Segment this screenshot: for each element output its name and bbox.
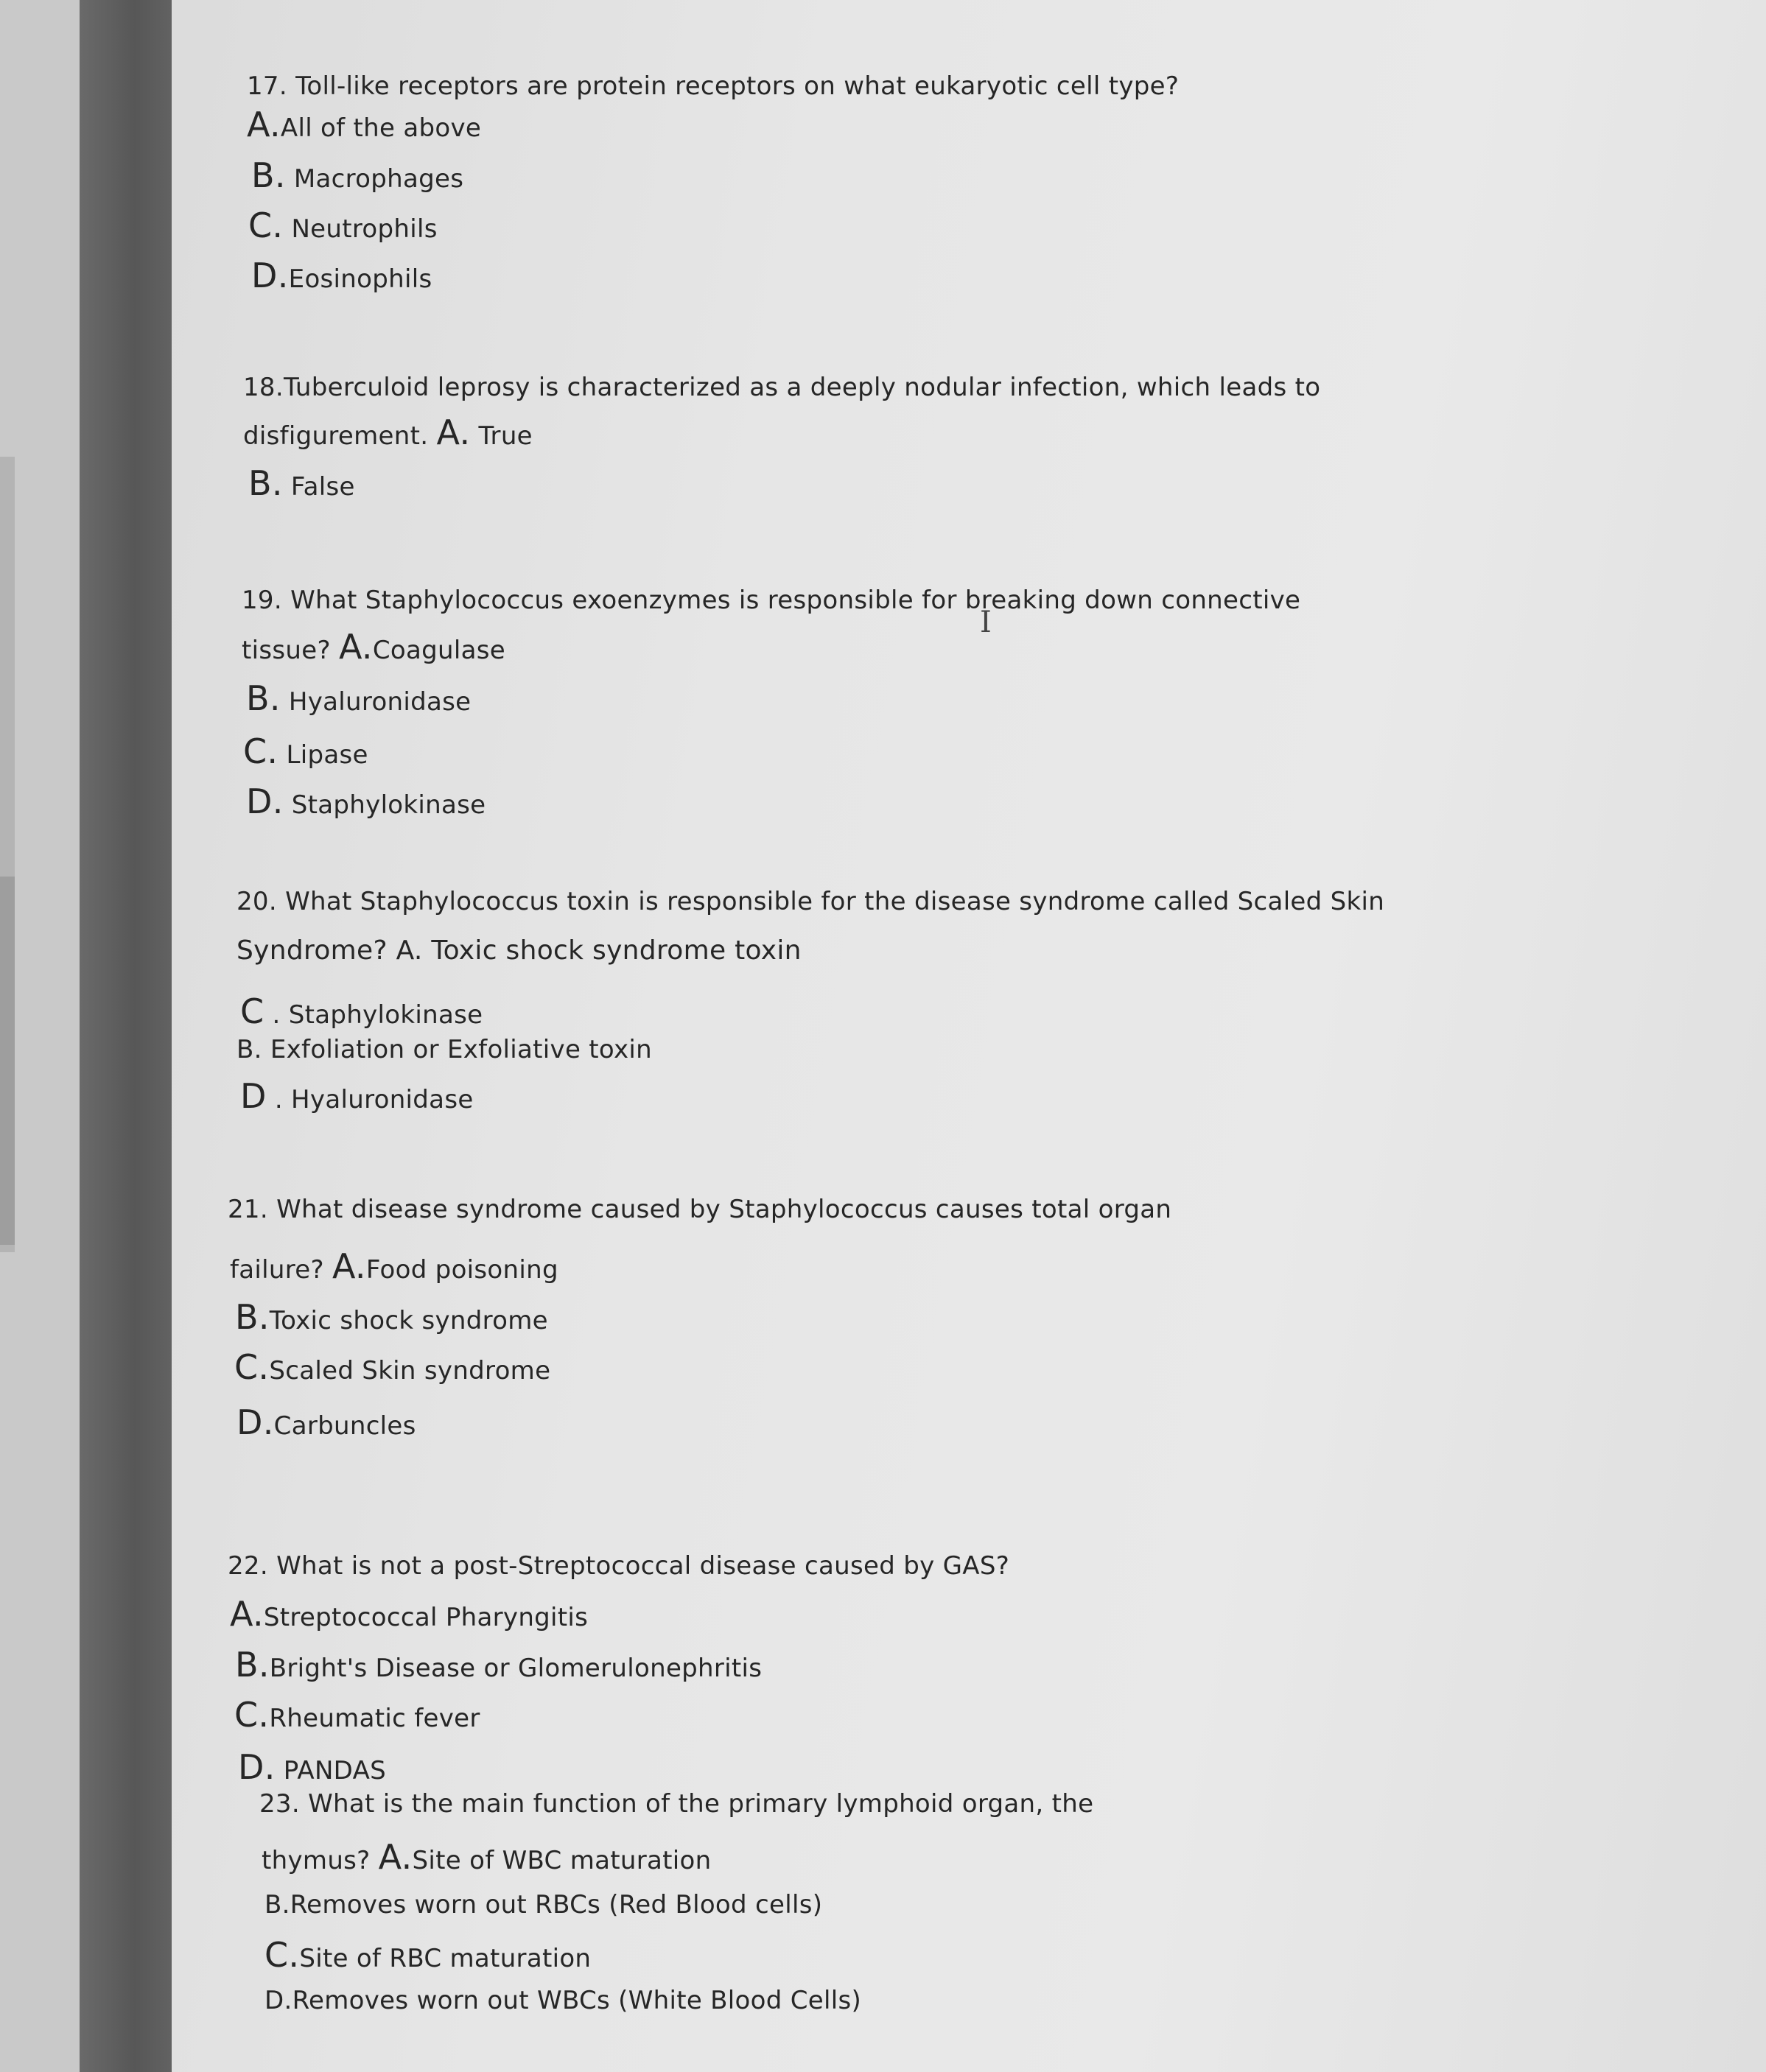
option-text: PANDAS (275, 1756, 387, 1785)
option-letter: C. (243, 731, 278, 771)
option-letter: A. (332, 1246, 366, 1286)
option-letter: D. (238, 1747, 276, 1787)
option-letter: C. (264, 1935, 300, 1975)
text-cursor-icon: I (980, 605, 992, 639)
question-text: disfigurement. (243, 421, 437, 451)
option-22b[interactable] (235, 1645, 763, 1685)
option-text: All of the above (280, 113, 482, 143)
question-20: 20. What Staphylococcus toxin is responsible for the disease syndrome called Scaled Skin (236, 887, 1385, 916)
option-letter: A. (378, 1837, 413, 1877)
question-21: 21. What disease syndrome caused by Staphylococcus causes total organ (228, 1195, 1172, 1224)
option-text: Eosinophils (288, 264, 432, 294)
option-18a[interactable] (436, 412, 533, 452)
question-19: 19. What Staphylococcus exoenzymes is responsible for breaking down connective (242, 586, 1301, 615)
option-letter: C (240, 991, 264, 1031)
option-letter: A. (436, 412, 471, 452)
left-margin (0, 0, 80, 2072)
option-21b[interactable] (235, 1297, 548, 1337)
question-text: failure? (230, 1255, 332, 1285)
option-text: Rheumatic fever (269, 1704, 480, 1733)
window-frame-bar (80, 0, 172, 2072)
question-20-cont: Syndrome? A. Toxic shock syndrome toxin (236, 935, 802, 966)
option-19c[interactable] (243, 731, 368, 771)
option-text: Bright's Disease or Glomerulonephritis (269, 1654, 763, 1683)
option-text: Macrophages (285, 164, 464, 194)
option-text: . Staphylokinase (264, 1000, 483, 1030)
option-19b[interactable] (246, 678, 472, 718)
question-text: tissue? (242, 636, 339, 665)
question-19-cont (242, 627, 505, 667)
option-letter: C. (234, 1695, 270, 1735)
option-text: Lipase (278, 740, 368, 770)
option-letter: C. (248, 206, 284, 245)
option-letter: A. (230, 1594, 264, 1634)
option-text: Neutrophils (283, 214, 438, 244)
option-19d[interactable] (246, 784, 486, 820)
option-letter: B. (235, 1297, 270, 1337)
question-23: 23. What is the main function of the primary lymphoid organ, the (259, 1789, 1094, 1819)
option-text: . Hyaluronidase (266, 1085, 474, 1114)
option-23b[interactable]: B.Removes worn out RBCs (Red Blood cells) (264, 1890, 823, 1920)
option-17a[interactable] (247, 105, 482, 144)
option-letter: D. (236, 1402, 274, 1442)
option-letter: B. (246, 678, 281, 718)
option-letter: D. (251, 256, 289, 295)
option-20d[interactable] (240, 1076, 474, 1116)
option-19a[interactable] (338, 627, 505, 667)
question-18-cont (243, 412, 533, 452)
option-letter: D. (246, 782, 284, 821)
question-17: 17. Toll-like receptors are protein receptors on what eukaryotic cell type? (247, 71, 1180, 101)
option-text: Site of RBC maturation (299, 1944, 592, 1973)
option-letter: A. (338, 627, 373, 667)
option-17b[interactable] (251, 155, 464, 195)
option-18b[interactable] (248, 463, 355, 503)
option-text: Hyaluronidase (280, 687, 472, 717)
option-text: Scaled Skin syndrome (269, 1356, 551, 1386)
option-21c[interactable] (234, 1347, 551, 1387)
option-22c[interactable] (234, 1695, 480, 1735)
option-text: True (470, 421, 533, 451)
option-text: Coagulase (372, 636, 505, 665)
question-23-cont (262, 1837, 712, 1877)
option-letter: D (240, 1076, 267, 1116)
option-23c[interactable] (264, 1935, 592, 1975)
option-22d[interactable] (238, 1747, 387, 1787)
option-letter: B. (235, 1645, 270, 1685)
option-20c[interactable] (240, 991, 483, 1031)
option-text: Toxic shock syndrome (269, 1306, 548, 1335)
scrollbar-thumb[interactable] (0, 877, 15, 1245)
option-letter: C. (234, 1347, 270, 1387)
option-21a[interactable] (332, 1246, 558, 1286)
option-letter: B. (248, 463, 283, 503)
option-21d[interactable] (236, 1402, 416, 1442)
option-23d[interactable]: D.Removes worn out WBCs (White Blood Cells) (264, 1986, 862, 2015)
option-text: Staphylokinase (283, 790, 486, 820)
option-20b[interactable]: B. Exfoliation or Exfoliative toxin (236, 1035, 652, 1064)
question-text: thymus? (262, 1846, 379, 1875)
option-text: Carbuncles (273, 1411, 416, 1441)
option-22a[interactable] (230, 1594, 589, 1634)
option-23a[interactable] (378, 1837, 712, 1877)
option-letter: B. (251, 155, 286, 195)
option-text: False (282, 472, 355, 502)
option-17c[interactable] (248, 208, 438, 244)
option-text: Streptococcal Pharyngitis (263, 1603, 589, 1632)
question-22: 22. What is not a post-Streptococcal disease caused by GAS? (228, 1551, 1010, 1581)
option-letter: A. (247, 105, 281, 144)
question-18: 18.Tuberculoid leprosy is characterized as a deeply nodular infection, which leads to (243, 373, 1321, 402)
option-text: Site of WBC maturation (412, 1846, 712, 1875)
option-text: Food poisoning (365, 1255, 558, 1285)
option-17d[interactable] (251, 256, 432, 295)
question-21-cont (230, 1246, 558, 1286)
